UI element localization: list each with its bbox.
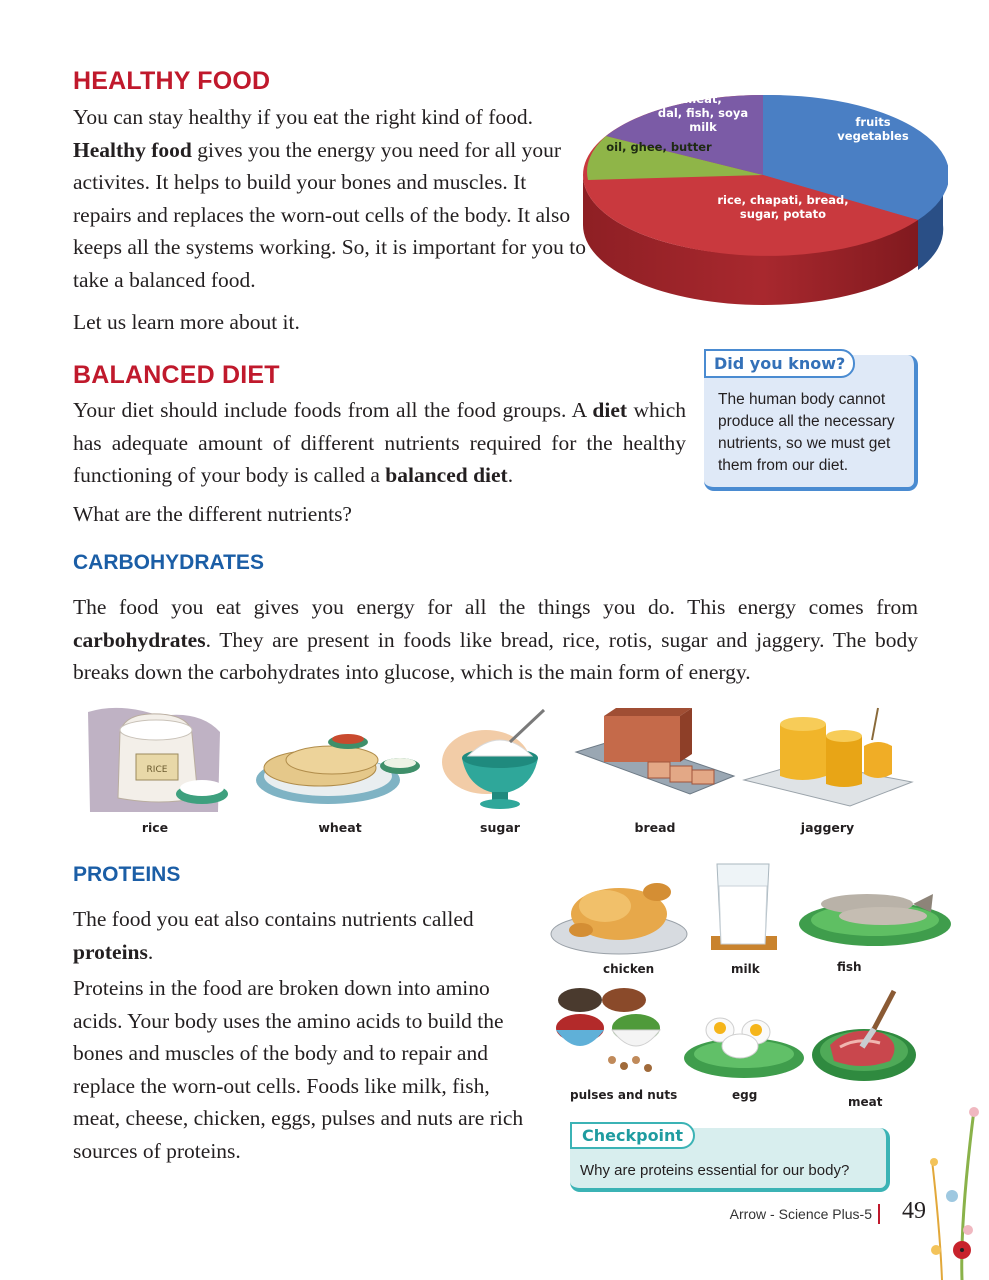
food-bread: [570, 702, 740, 837]
food-sugar: [440, 702, 560, 837]
did-you-know-text: The human body cannot produce all the necessary nutrients, so we must get them from our diet.: [718, 391, 895, 474]
heading-balanced-diet: BALANCED DIET: [73, 361, 280, 389]
protein-milk: [705, 860, 785, 978]
did-you-know-box: [704, 355, 918, 491]
protein-fish: [795, 868, 955, 978]
floral-decoration-icon: [922, 1100, 989, 1280]
pie-label-milk: milk, eggs, meat, dal, fish, soya milk: [657, 78, 749, 134]
footer-divider: [878, 1204, 880, 1224]
pulses-bowls-icon: [550, 980, 680, 1085]
footer-book-title: Arrow - Science Plus-5: [729, 1206, 872, 1222]
protein-egg: [680, 1000, 810, 1108]
protein-caption-meat: meat: [848, 1095, 883, 1109]
rotis-plate-icon: [250, 702, 430, 814]
checkpoint-question: Why are proteins essential for our body?: [580, 1162, 850, 1179]
food-jaggery: [740, 702, 915, 837]
protein-chicken: [545, 860, 695, 978]
protein-meat: [810, 985, 920, 1110]
page-number: 49: [902, 1198, 926, 1224]
food-caption-wheat: wheat: [318, 820, 362, 835]
pie-chart-graphic: [578, 60, 948, 310]
balanced-diet-question: What are the different nutrients?: [73, 502, 352, 526]
balanced-diet-paragraph: Your diet should include foods from all the food groups. A diet which has adequate amount of different nutrients required for the healthy functioning of your body is called a balanced diet.: [73, 398, 687, 487]
food-group-pie-chart: [578, 60, 948, 310]
food-wheat: [250, 702, 430, 837]
healthy-food-followup: Let us learn more about it.: [73, 310, 300, 334]
bread-loaf-icon: [570, 702, 740, 814]
proteins-intro-paragraph: The food you eat also contains nutrients called proteins.: [73, 907, 474, 964]
protein-pulses: [550, 980, 680, 1105]
food-rice: [80, 702, 230, 837]
food-caption-bread: bread: [634, 820, 676, 835]
carbohydrates-paragraph: The food you eat gives you energy for all the things you do. This energy comes from carbohydrates. They are present in foods like bread, rice, rotis, sugar and jaggery. The body breaks down the carbohydrates into glucose, which is the main form of energy.: [73, 595, 918, 684]
eggs-plate-icon: [680, 1000, 810, 1085]
food-caption-rice: rice: [141, 820, 169, 835]
protein-caption-egg: egg: [732, 1088, 758, 1102]
food-caption-jaggery: jaggery: [800, 820, 855, 835]
did-you-know-tag: Did you know?: [704, 349, 855, 378]
healthy-food-bold: Healthy food: [73, 137, 192, 162]
checkpoint-tag: Checkpoint: [570, 1122, 695, 1149]
protein-caption-pulses: pulses and nuts: [570, 1088, 678, 1102]
protein-caption-chicken: chicken: [603, 962, 655, 976]
svg-text:RICE: RICE: [146, 765, 168, 775]
protein-caption-milk: milk: [731, 962, 760, 976]
carbohydrate-foods-row: [70, 702, 920, 837]
meat-plate-icon: [810, 985, 920, 1085]
pie-label-oil: oil, ghee, butter: [606, 140, 712, 154]
proteins-detail-paragraph: Proteins in the food are broken down into amino acids. Your body uses the amino acids to build the bones and muscles of the body and to repair and replace the worn-out cells. Foods like milk, fish, meat, cheese, chicken, eggs, pulses and nuts are rich sources of proteins.: [73, 976, 524, 1163]
healthy-food-paragraph: [73, 101, 588, 296]
rice-sack-icon: [80, 702, 230, 814]
healthy-food-text-a: You can stay healthy if you eat the right kind of food.: [73, 105, 533, 129]
milk-glass-icon: [705, 860, 785, 960]
pie-label-rice: rice, chapati, bread, sugar, potato: [717, 193, 849, 221]
checkpoint-box: [570, 1128, 890, 1192]
page-footer: [700, 1198, 930, 1228]
sugar-bowl-icon: [440, 702, 560, 814]
jaggery-blocks-icon: [740, 702, 915, 814]
heading-healthy-food: HEALTHY FOOD: [73, 67, 271, 95]
fish-plate-icon: [795, 868, 955, 958]
protein-caption-fish: fish: [837, 960, 862, 974]
food-caption-sugar: sugar: [480, 820, 520, 835]
roast-chicken-icon: [545, 860, 695, 960]
pie-label-fruits: fruits vegetables: [837, 115, 909, 143]
healthy-food-text-b: gives you the energy you need for all your activites. It helps to build your bones and muscles. It repairs and replaces the worn-out cells of the body. It also keeps all the systems working. So, it is important for you to take a balanced food.: [73, 137, 586, 292]
heading-proteins: PROTEINS: [73, 863, 181, 886]
heading-carbohydrates: CARBOHYDRATES: [73, 551, 264, 574]
